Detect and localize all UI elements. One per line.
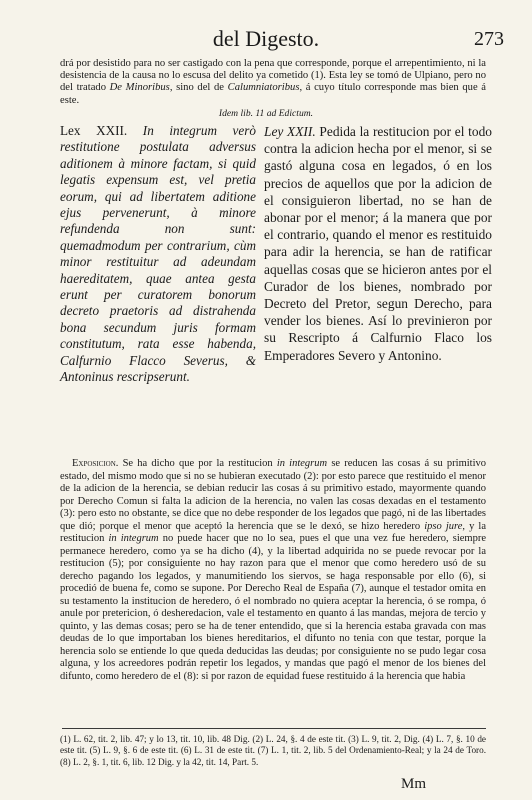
exposition-text: no puede hacer que no lo sea, pues el que una vez fue heredero, siempre permanece heredero, como ya se ha dicho (4), y la libertad adquirida no se puede revocar por la restitucion (5); por consiguiente no hay razon para que el menor que como heredero usó de su derecho pagando los legados, y manumitiendo los siervos, se haga responsable por ello (6), si procedió de buena fe, como se supone. Por Derecho Real de España (7), aunque el testador omita en su testamento la institucion de heredero, ó el nombrado no quiera aceptar la herencia, ó se rompa, ó anule por pretericion, ó desheredacion, vale el testamento en quanto á las mandas, mejora de tercio y quinto, y las demas cosas; pero se ha de tener entendido, que si la herencia estaba gravada con mas deudas de lo que importaban los bienes hereditarios, el difunto no tenia con que testar, porque la herencia solo se entiende lo que queda deducidas las deudas; por consiguiente no se pudo legar cosa alguna, y los acreedores podrán repetir los legados, y mandas que pagó el menor de los bienes del difunto, como heredero de el (8): si por razon de equidad fuese restituido á la herencia que habia	[60, 533, 486, 682]
exposition-latin-term: ipso jure	[424, 520, 463, 532]
exposition-text: , y la restitucion	[60, 520, 487, 544]
latin-law-text: In integrum verò restitutione postulata adversus aditionem à minore factam, si quid legatis expensum est, vel pretia eorum, qui ad libertatem aditione ejus pervenerunt, à minore refundenda non sunt: quemadmodum per contrarium, cùm minor restituitur ad adeundam haereditatem, quae antea gesta erunt per curatorem bonorum decreto praetoris ad distrahenda bona secundum juris formam constitutum, rata esse habenda, Calfurnio Flacco Severus, & Antoninus rescripserunt.	[60, 123, 256, 385]
lead-text: , á cuyo título corresponde mas bien que á este.	[60, 82, 487, 106]
running-head	[0, 26, 532, 52]
exposition-latin-term: in integrum	[276, 458, 328, 469]
spanish-law-text: Pedida la restitucion por el todo contra la adicion hecha por el menor, si se gastó alguna cosa en legados, ó en los precios de aquellos que por la adicion de el consiguieron libertad, no se han de abonar por el menor; á la manera que por el contrario, quando el menor es restituido para adir la herencia, se han de ratificar aquellas cosas que se hicieron antes por el Curador de los bienes, nombrado por Decreto del Pretor, segun Derecho, para vender los bienes. Así lo previnieron por su Rescripto á Calfurnio Flaco los Emperadores Severo y Antonino.	[264, 124, 492, 363]
running-title: del Digesto.	[212, 26, 320, 51]
page-number: 273	[474, 28, 504, 50]
latin-law-label: Lex XXII.	[60, 123, 128, 138]
exposition-text: Se ha dicho que por la restitucion	[118, 458, 277, 469]
exposition-paragraph	[60, 458, 486, 683]
spanish-law-label: Ley XXII.	[264, 124, 316, 139]
lead-citation: Calumniatoribus	[227, 82, 300, 94]
signature-mark: Mm	[400, 776, 426, 792]
lead-text: , sino del de	[169, 82, 228, 94]
latin-text-column	[60, 123, 256, 386]
footnote-divider	[62, 728, 486, 729]
lead-citation: De Minoribus	[109, 82, 170, 94]
footnotes	[60, 734, 486, 768]
exposition-text: se reducen las cosas á su primitivo estado, del mismo modo que si no se hubieran executado (2): por esto parece que restituido el menor de la adicion de la herencia, se debian reducir las cosas á su primitivo estado, mayormente quando por Derecho Comun si falta la adicion de la herencia, no valen las cosas dexadas en el testamento (3): pero esto no obstante, se dice que no debe responder de los legados que pagó, ni de las libertades que dió; porque el menor que aceptó la herencia que se le dexó, se hizo heredero	[60, 458, 486, 532]
source-line: Idem lib. 11 ad Edictum.	[218, 108, 314, 119]
footnotes-text: (1) L. 62, tit. 2, lib. 47; y lo 13, tit. 10, lib. 48 Dig. (2) L. 24, §. 4 de este tit. (3) L. 9, tit. 2, Dig. (4) L. 7, §. 10 de este tit. (5) L. 9, §. 6 de este tit. (6) L. 31 de este tit. (7) L. 1, tit. 2, lib. 5 del Ordenamiento-Real; y la 24 de Toro. (8) L. 2, §. 1, tit. 6, lib. 12 Dig. y la 42, tit. 14, Part. 5.	[60, 734, 486, 767]
exposition-label: Exposicion.	[72, 458, 119, 469]
exposition-latin-term: in integrum	[108, 533, 159, 544]
lead-text: drá por desistido para no ser castigado con la pena que corresponde, porque el arrepentimiento, ni la desistencia de la causa no lo escusa del delito ya cometido (1). Esta ley se tomó de Ulpiano, pero no del tratado	[60, 58, 486, 94]
spanish-text-column	[264, 123, 492, 364]
lead-paragraph	[60, 58, 486, 107]
